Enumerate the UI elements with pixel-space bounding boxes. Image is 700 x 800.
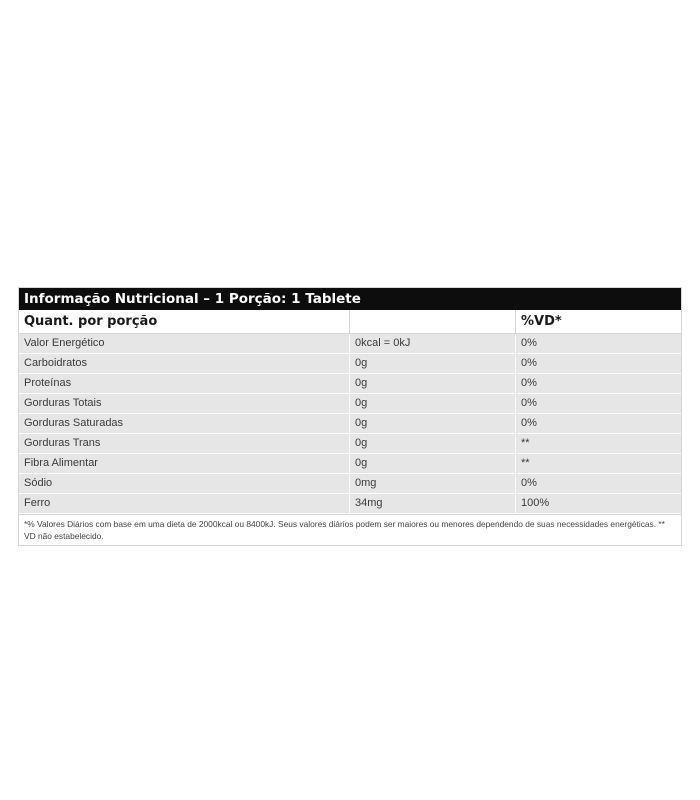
nutrient-amount: 0g: [349, 374, 515, 393]
table-footnote: *% Valores Diários com base em uma dieta de 2000kcal ou 8400kJ. Seus valores diários podem ser maiores ou menores dependendo de suas necessidades energéticas. ** VD não estabelecido.: [19, 514, 681, 545]
table-row: [19, 434, 681, 454]
table-row: [19, 494, 681, 514]
nutrient-name: Carboidratos: [24, 357, 87, 369]
nutrient-daily-value: 0%: [515, 394, 681, 413]
nutrient-amount: 0mg: [349, 474, 515, 493]
table-row: [19, 414, 681, 434]
nutrient-daily-value: 0%: [515, 474, 681, 493]
table-header-row: [19, 310, 681, 334]
nutrient-name: Ferro: [24, 497, 51, 509]
header-daily-value: %VD*: [515, 310, 681, 333]
nutrient-name: Proteínas: [24, 377, 72, 389]
nutrient-amount: 0g: [349, 394, 515, 413]
table-row: [19, 334, 681, 354]
table-row: [19, 454, 681, 474]
nutrient-daily-value: **: [515, 454, 681, 473]
nutrient-name: Gorduras Saturadas: [24, 417, 124, 429]
nutrient-amount: 0g: [349, 454, 515, 473]
table-row: [19, 394, 681, 414]
table-row: [19, 354, 681, 374]
nutrient-name: Fibra Alimentar: [24, 457, 98, 469]
nutrient-amount: 0g: [349, 434, 515, 453]
header-amount: [349, 310, 515, 333]
nutrient-daily-value: **: [515, 434, 681, 453]
nutrient-daily-value: 100%: [515, 494, 681, 513]
header-quantity-per-serving: Quant. por porção: [24, 314, 158, 329]
nutrient-name: Sódio: [24, 477, 53, 489]
nutrient-amount: 34mg: [349, 494, 515, 513]
nutrient-name: Gorduras Trans: [24, 437, 101, 449]
nutrition-facts-table: [18, 287, 682, 546]
nutrient-daily-value: 0%: [515, 414, 681, 433]
nutrient-amount: 0g: [349, 414, 515, 433]
nutrient-name: Gorduras Totais: [24, 397, 102, 409]
nutrient-amount: 0g: [349, 354, 515, 373]
nutrient-amount: 0kcal = 0kJ: [349, 334, 515, 353]
table-title: Informação Nutricional – 1 Porção: 1 Tablete: [19, 288, 681, 310]
table-row: [19, 374, 681, 394]
nutrient-daily-value: 0%: [515, 334, 681, 353]
nutrient-daily-value: 0%: [515, 374, 681, 393]
nutrient-name: Valor Energético: [24, 337, 105, 349]
table-row: [19, 474, 681, 494]
nutrient-daily-value: 0%: [515, 354, 681, 373]
